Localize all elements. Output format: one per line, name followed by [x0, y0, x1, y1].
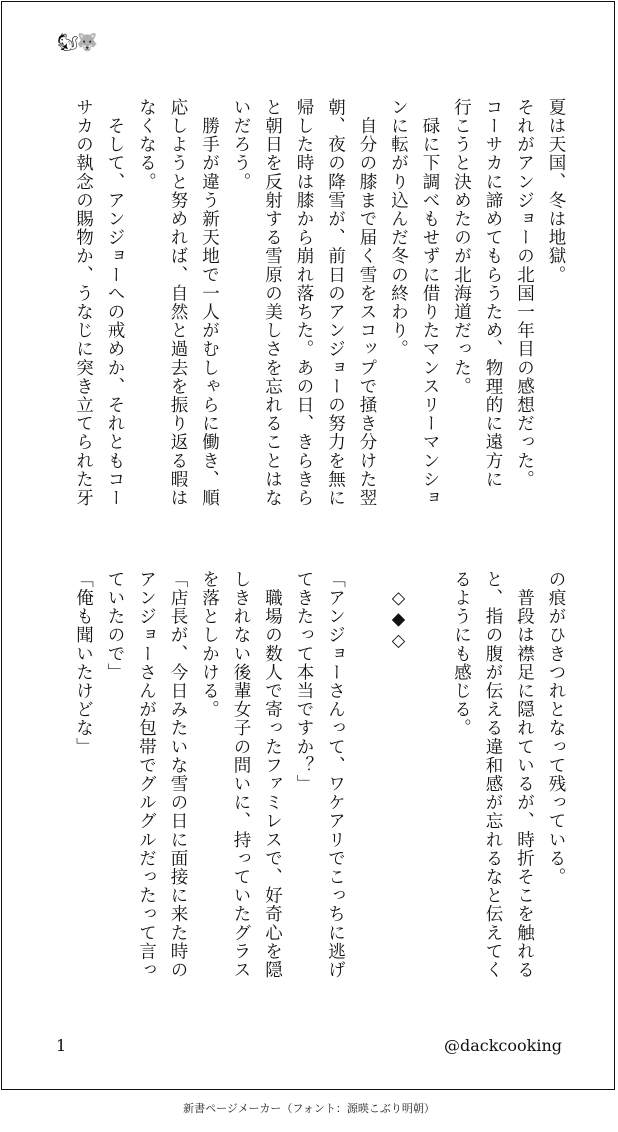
- text-line: 行こうと決めたのが北海道だった。: [451, 98, 472, 396]
- text-line: 「アンジョーさんって、ワケアリでこっちに逃げ: [325, 570, 346, 980]
- text-line: を落としかける。: [199, 570, 220, 719]
- text-line: 夏は天国、冬は地獄。: [546, 98, 566, 284]
- text-line: コーサカに諦めてもらうため、物理的に遠方に: [483, 98, 503, 489]
- author-handle: @dackcooking: [443, 1036, 562, 1055]
- text-line: サカの執念の賜物か、うなじに突き立てられた牙: [73, 98, 94, 508]
- blank-line: [351, 570, 383, 1010]
- text-line: と朝日を反射する雪原の美しさを忘れることはな: [262, 98, 283, 508]
- text-line: 碌に下調べもせずに借りたマンスリーマンショ: [420, 98, 440, 508]
- text-line: 「俺も聞いたけどな」: [73, 570, 94, 756]
- text-line: 朝、夜の降雪が、前日のアンジョーの努力を無に: [325, 98, 346, 508]
- page-number: 1: [56, 1036, 67, 1055]
- text-line: の痕がひきつれとなって残っている。: [546, 570, 566, 887]
- text-line: るようにも感じる。: [451, 570, 472, 738]
- text-line: と、指の腹が伝える違和感が忘れるなと伝えてく: [483, 570, 503, 980]
- text-line: なくなる。: [136, 98, 157, 191]
- text-line: 普段は襟足に隠れているが、時折そこを触れる: [514, 570, 535, 980]
- body-text-bottom-column: [67, 570, 571, 1010]
- text-line: そして、アンジョーへの戒めか、それともコー: [105, 98, 125, 508]
- text-line: 職場の数人で寄ったファミレスで、好奇心を隠: [262, 570, 283, 980]
- generator-credit: 新書ページメーカー（フォント：源暎こぶり明朝）: [183, 1102, 435, 1115]
- text-line: 応しようと努めれば、自然と過去を振り返る暇は: [168, 98, 188, 508]
- body-text-top-column: [67, 98, 571, 528]
- text-line: しきれない後輩女子の問いに、持っていたグラス: [231, 570, 251, 980]
- text-line: ンに転がり込んだ冬の終わり。: [388, 98, 409, 359]
- text-line: 帰した時は膝から崩れ落ちた。あの日、きらきら: [294, 98, 314, 508]
- text-line: 自分の膝まで届く雪をスコップで掻き分けた翌: [357, 98, 377, 508]
- blank-line: [414, 570, 446, 1010]
- text-line: それがアンジョーの北国一年目の感想だった。: [514, 98, 535, 489]
- text-line: アンジョーさんが包帯でグルグルだったって言っ: [136, 570, 157, 980]
- text-line: 勝手が違う新天地で一人がむしゃらに働き、順: [199, 98, 220, 508]
- author-emoji-icons: 🐿🐺: [57, 33, 96, 53]
- text-line: ていたので」: [105, 570, 125, 682]
- text-line: てきたって本当ですか？」: [294, 570, 314, 794]
- text-line: いだろう。: [231, 98, 251, 191]
- text-line: 「店長が、今日みたいな雪の日に面接に来た時の: [168, 570, 188, 980]
- scene-break-ornament: ◇◆◇: [388, 570, 409, 652]
